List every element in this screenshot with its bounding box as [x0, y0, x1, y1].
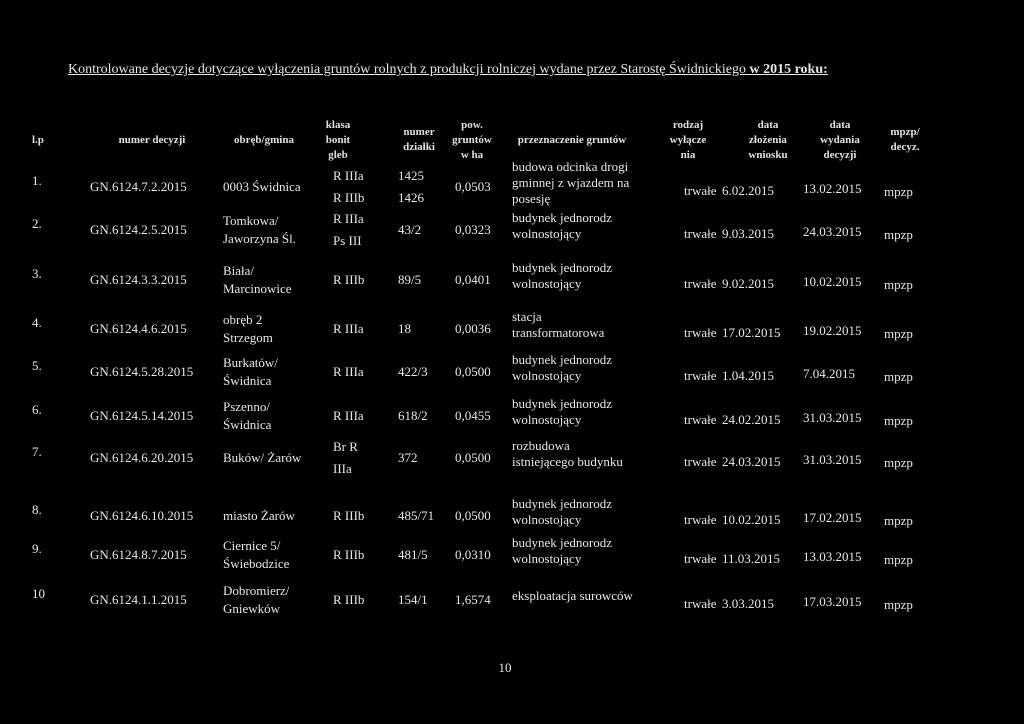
row-application-date: 24.02.2015	[722, 412, 781, 427]
row-lp: 10	[32, 586, 45, 601]
header-numer-decyzji: numer decyzji	[118, 134, 186, 146]
row-purpose: eksploatacja surowców	[512, 588, 633, 603]
row-decision-number: GN.6124.5.14.2015	[90, 408, 194, 423]
row-mpzp: mpzp	[884, 513, 913, 528]
row-decision-date: 17.02.2015	[803, 510, 862, 525]
row-parcel-number: 89/5	[398, 272, 422, 287]
row-precinct: miasto Żarów	[223, 508, 295, 523]
row-soil-class: R IIIa	[333, 321, 364, 336]
row-exclusion-type: trwałe	[684, 183, 717, 198]
row-parcel-number: 18	[398, 321, 411, 336]
row-mpzp: mpzp	[884, 227, 913, 242]
header-obreb: obręb/gmina	[234, 134, 294, 146]
row-exclusion-type: trwałe	[684, 325, 717, 340]
row-parcel-number: 485/71	[398, 508, 435, 523]
row-lp: 7.	[32, 444, 42, 459]
row-lp: 6.	[32, 402, 42, 417]
header-lp: l.p	[32, 134, 44, 146]
row-soil-class: R IIIb	[333, 547, 365, 562]
row-area: 0,0500	[455, 450, 491, 465]
row-soil-class: R IIIa Ps III	[333, 211, 364, 248]
row-area: 0,0310	[455, 547, 491, 562]
row-lp: 9.	[32, 541, 42, 556]
row-decision-number: GN.6124.8.7.2015	[90, 547, 187, 562]
row-decision-number: GN.6124.6.10.2015	[90, 508, 194, 523]
row-precinct: obręb 2 Strzegom	[223, 312, 273, 345]
row-decision-date: 13.03.2015	[803, 549, 862, 564]
row-parcel-number: 481/5	[398, 547, 428, 562]
row-application-date: 6.02.2015	[722, 183, 774, 198]
row-decision-number: GN.6124.4.6.2015	[90, 321, 187, 336]
row-mpzp: mpzp	[884, 184, 913, 199]
row-exclusion-type: trwałe	[684, 226, 717, 241]
row-precinct: Ciernice 5/ Świebodzice	[223, 538, 290, 571]
row-lp: 1.	[32, 173, 42, 188]
row-application-date: 9.02.2015	[722, 276, 774, 291]
row-purpose: budowa odcinka drogi gminnej z wjazdem na posesję	[512, 159, 630, 206]
row-decision-number: GN.6124.6.20.2015	[90, 450, 194, 465]
row-purpose: budynek jednorodz wolnostojący	[512, 352, 613, 383]
row-mpzp: mpzp	[884, 413, 913, 428]
row-parcel-number: 618/2	[398, 408, 428, 423]
row-exclusion-type: trwałe	[684, 276, 717, 291]
row-exclusion-type: trwałe	[684, 454, 717, 469]
row-exclusion-type: trwałe	[684, 368, 717, 383]
row-area: 0,0323	[455, 222, 491, 237]
row-decision-number: GN.6124.5.28.2015	[90, 364, 194, 379]
row-decision-date: 31.03.2015	[803, 452, 862, 467]
row-decision-date: 17.03.2015	[803, 594, 862, 609]
header-numer-dzialki: numer działki	[403, 126, 435, 153]
row-mpzp: mpzp	[884, 369, 913, 384]
row-mpzp: mpzp	[884, 326, 913, 341]
row-lp: 3.	[32, 266, 42, 281]
row-area: 0,0503	[455, 179, 491, 194]
row-soil-class: R IIIa	[333, 364, 364, 379]
row-area: 1,6574	[455, 592, 491, 607]
row-application-date: 1.04.2015	[722, 368, 774, 383]
row-purpose: budynek jednorodz wolnostojący	[512, 210, 613, 241]
row-area: 0,0500	[455, 508, 491, 523]
row-soil-class: R IIIb	[333, 592, 365, 607]
row-parcel-number: 43/2	[398, 222, 422, 237]
row-area: 0,0036	[455, 321, 491, 336]
row-precinct: Dobromierz/ Gniewków	[223, 583, 290, 616]
row-parcel-number: 1425 1426	[398, 168, 424, 205]
row-soil-class: R IIIa R IIIb	[333, 168, 365, 205]
row-lp: 4.	[32, 315, 42, 330]
header-pow: pow. gruntów w ha	[452, 119, 492, 161]
document-title-year: w 2015 roku:	[749, 62, 828, 77]
header-rodzaj: rodzaj wyłącze nia	[669, 119, 707, 161]
page-number: 10	[498, 660, 512, 675]
row-area: 0,0500	[455, 364, 491, 379]
row-decision-date: 10.02.2015	[803, 274, 862, 289]
row-parcel-number: 422/3	[398, 364, 428, 379]
header-mpzp: mpzp/ decyz.	[890, 126, 920, 153]
row-mpzp: mpzp	[884, 455, 913, 470]
row-exclusion-type: trwałe	[684, 596, 717, 611]
row-application-date: 11.03.2015	[722, 551, 781, 566]
row-decision-date: 31.03.2015	[803, 410, 862, 425]
row-lp: 8.	[32, 502, 42, 517]
row-decision-date: 24.03.2015	[803, 224, 862, 239]
document-title: Kontrolowane decyzje dotyczące wyłączenia gruntów rolnych z produkcji rolniczej wydane przez Starostę Świdnickiego w 2015 roku:	[68, 62, 828, 77]
row-soil-class: Br R IIIa	[333, 439, 358, 476]
row-precinct: Tomkowa/ Jaworzyna Śl.	[223, 213, 296, 246]
row-soil-class: R IIIb	[333, 272, 365, 287]
row-mpzp: mpzp	[884, 597, 913, 612]
row-lp: 2.	[32, 216, 42, 231]
header-data-zlozenia: data złożenia wniosku	[748, 119, 788, 161]
header-klasa: klasa bonit gleb	[325, 119, 351, 161]
row-purpose: budynek jednorodz wolnostojący	[512, 260, 613, 291]
row-purpose: budynek jednorodz wolnostojący	[512, 396, 613, 427]
row-purpose: stacja transformatorowa	[512, 309, 605, 340]
row-exclusion-type: trwałe	[684, 412, 717, 427]
row-decision-number: GN.6124.7.2.2015	[90, 179, 187, 194]
row-soil-class: R IIIa	[333, 408, 364, 423]
row-purpose: budynek jednorodz wolnostojący	[512, 535, 613, 566]
row-decision-date: 7.04.2015	[803, 366, 855, 381]
row-application-date: 3.03.2015	[722, 596, 774, 611]
row-area: 0,0455	[455, 408, 491, 423]
row-decision-date: 13.02.2015	[803, 181, 862, 196]
row-purpose: rozbudowa istniejącego budynku	[512, 438, 623, 469]
row-precinct: Burkatów/ Świdnica	[223, 355, 278, 388]
row-purpose: budynek jednorodz wolnostojący	[512, 496, 613, 527]
row-application-date: 24.03.2015	[722, 454, 781, 469]
header-data-wydania: data wydania decyzji	[820, 119, 860, 161]
row-decision-number: GN.6124.3.3.2015	[90, 272, 187, 287]
row-parcel-number: 372	[398, 450, 418, 465]
row-exclusion-type: trwałe	[684, 551, 717, 566]
header-przeznaczenie: przeznaczenie gruntów	[517, 134, 627, 146]
row-soil-class: R IIIb	[333, 508, 365, 523]
row-application-date: 17.02.2015	[722, 325, 781, 340]
row-area: 0,0401	[455, 272, 491, 287]
row-mpzp: mpzp	[884, 552, 913, 567]
row-decision-date: 19.02.2015	[803, 323, 862, 338]
row-exclusion-type: trwałe	[684, 512, 717, 527]
row-application-date: 10.02.2015	[722, 512, 781, 527]
row-mpzp: mpzp	[884, 277, 913, 292]
row-precinct: Pszenno/ Świdnica	[223, 399, 272, 432]
row-lp: 5.	[32, 358, 42, 373]
row-parcel-number: 154/1	[398, 592, 428, 607]
row-application-date: 9.03.2015	[722, 226, 774, 241]
row-decision-number: GN.6124.2.5.2015	[90, 222, 187, 237]
row-precinct: Buków/ Żarów	[223, 450, 302, 465]
row-precinct: Biała/ Marcinowice	[223, 263, 292, 296]
row-decision-number: GN.6124.1.1.2015	[90, 592, 187, 607]
row-precinct: 0003 Świdnica	[223, 179, 301, 194]
